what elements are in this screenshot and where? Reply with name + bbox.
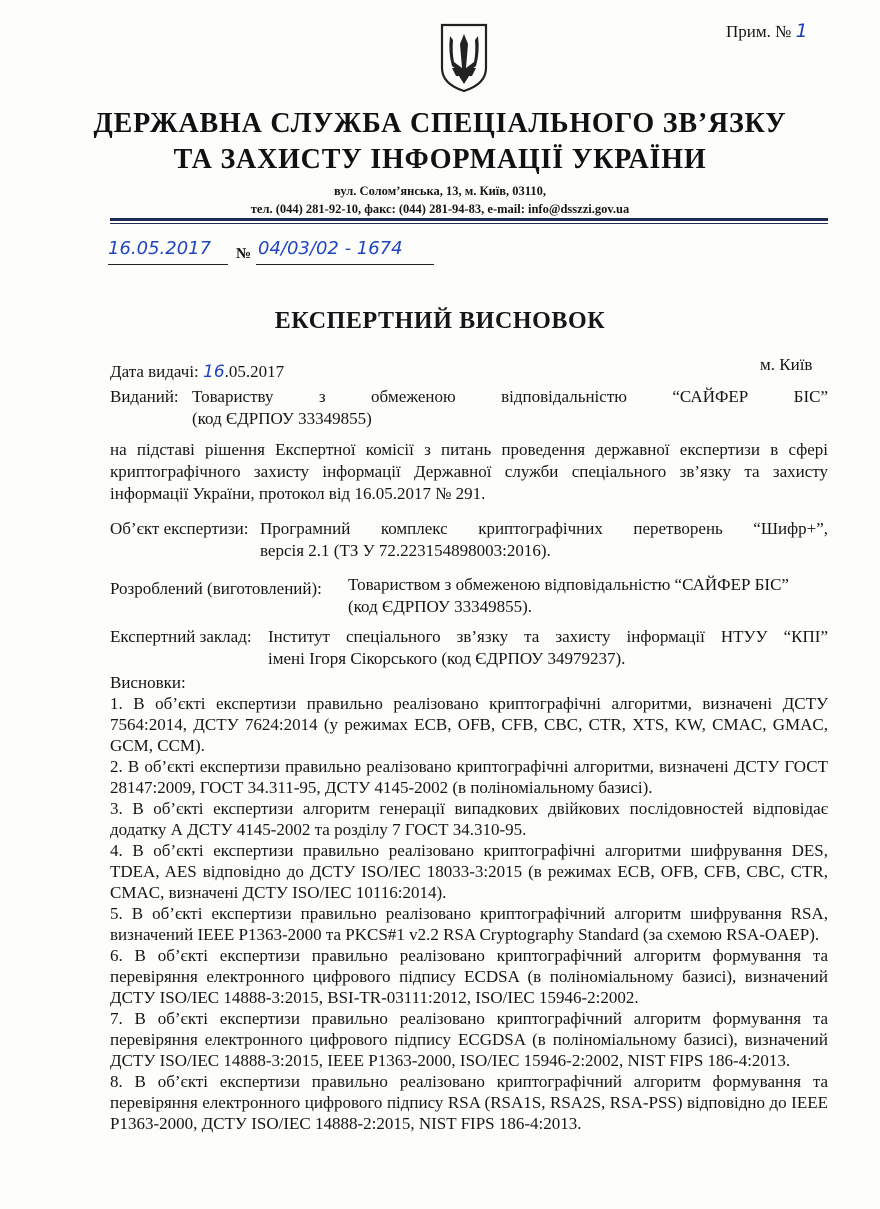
expertise-object-line-2: версія 2.1 (ТЗ У 72.223154898003:2016).: [260, 541, 551, 560]
issue-date: [110, 361, 284, 383]
organization-address: вул. Солом’янська, 13, м. Київ, 03110,: [334, 184, 546, 198]
document-title: ЕКСПЕРТНИЙ ВИСНОВОК: [274, 308, 606, 334]
header-divider-thin: [110, 223, 828, 224]
issued-to-value: [192, 386, 828, 430]
issued-to-line-1: Товариству з обмеженою відповідальністю “САЙФЕР БІС”: [192, 387, 828, 406]
expertise-object-line-1: Програмний комплекс криптографічних перетворень “Шифр+”,: [260, 519, 828, 538]
basis-paragraph: [110, 439, 828, 505]
issue-date-day: 16: [203, 362, 225, 382]
registration-number-sign: №: [236, 246, 252, 262]
expert-institution-line-1: Інститут спеціального зв’язку та захисту інформації НТУУ “КПІ”: [268, 627, 828, 646]
issue-date-label: Дата видачі:: [110, 362, 199, 381]
developer: [110, 574, 828, 620]
appendix-number: 1: [795, 20, 808, 42]
issued-to-label: Виданий:: [110, 387, 179, 406]
developer-line-2: (код ЄДРПОУ 33349855).: [348, 597, 533, 616]
expertise-object-label: Об’єкт експертизи:: [110, 519, 249, 538]
basis-line-3: інформації України, протокол від 16.05.2017 № 291.: [110, 484, 486, 503]
expert-institution-line-2: імені Ігоря Сікорського (код ЄДРПОУ 34979237).: [268, 649, 626, 668]
registration-number-underline: [256, 264, 434, 265]
finding-item: 4. В об’єкті експертизи правильно реалізовано криптографічні алгоритми шифрування DES, TDEA, AES відповідно до ДСТУ ISO/IEC 18033-3:2015 (в режимах ECB, OFB, CFB, CBC, CTR, CMAC, визначені ДСТУ ISO/IEC 10116:2014).: [110, 841, 828, 902]
expertise-object: [110, 518, 828, 564]
finding-item: 5. В об’єкті експертизи правильно реалізовано криптографічний алгоритм шифрування RSA, визначений IEEE P1363-2000 та PKCS#1 v2.2 RSA Cryptography Standard (за схемою RSA-OAEP).: [110, 904, 828, 944]
organization-contacts: [0, 182, 880, 218]
expert-institution-value: [268, 626, 828, 670]
registration-date-underline: [108, 264, 228, 265]
developer-label: Розроблений (виготовлений):: [110, 579, 322, 598]
finding-item: 6. В об’єкті експертизи правильно реалізовано криптографічний алгоритм формування та перевіряння електронного цифрового підпису ECDSA (в поліноміальному базисі), визначений ДСТУ ISO/IEC 14888-3:2015, BSI-TR-03111:2012, ISO/IEC 15946-2:2002.: [110, 946, 828, 1007]
findings-heading: Висновки:: [110, 673, 186, 692]
basis-line-1: на підставі рішення Експертної комісії з питань проведення державної експертизи в сфері: [110, 440, 828, 459]
issued-to-line-2: (код ЄДРПОУ 33349855): [192, 409, 372, 428]
developer-line-1: Товариством з обмеженою відповідальністю “САЙФЕР БІС”: [348, 575, 789, 594]
expert-institution-label: Експертний заклад:: [110, 627, 252, 646]
finding-item: 3. В об’єкті експертизи алгоритм генерації випадкових двійкових послідовностей відповідає додатку А ДСТУ 4145-2002 та розділу 7 ГОСТ 34.310-95.: [110, 799, 828, 839]
header-divider-thick: [110, 218, 828, 221]
issue-city: м. Київ: [760, 355, 813, 374]
appendix-label: Прим. №: [726, 22, 792, 41]
registration-number: 04/03/02 - 1674: [258, 238, 403, 259]
registration-date: 16.05.2017: [108, 238, 212, 259]
organization-name-line-2: ТА ЗАХИСТУ ІНФОРМАЦІЇ УКРАЇНИ: [173, 144, 707, 175]
expertise-object-value: [260, 518, 828, 562]
organization-name-line-1: ДЕРЖАВНА СЛУЖБА СПЕЦІАЛЬНОГО ЗВ’ЯЗКУ: [93, 108, 787, 139]
registration-line: [108, 232, 438, 266]
findings-section: [110, 672, 828, 1134]
appendix-reference: [726, 20, 808, 42]
expert-institution: [110, 626, 828, 672]
finding-item: 8. В об’єкті експертизи правильно реалізовано криптографічний алгоритм формування та перевіряння електронного цифрового підпису RSA (RSA1S, RSA2S, RSA-PSS) відповідно до IEEE P1363-2000, ДСТУ ISO/IEC 14888-2:2015, NIST FIPS 186-4:2013.: [110, 1072, 828, 1133]
developer-value: [348, 574, 828, 618]
basis-line-2: криптографічного захисту інформації Державної служби спеціального зв’язку та захисту: [110, 462, 828, 481]
coat-of-arms-trident-icon: [438, 22, 490, 94]
issue-date-rest: .05.2017: [224, 362, 285, 381]
organization-name: [0, 106, 880, 178]
organization-phone-email: тел. (044) 281-92-10, факс: (044) 281-94-83, e-mail: info@dsszzi.gov.ua: [250, 202, 630, 216]
issued-to: [110, 386, 828, 432]
finding-item: 1. В об’єкті експертизи правильно реалізовано криптографічні алгоритми, визначені ДСТУ 7564:2014, ДСТУ 7624:2014 (у режимах ECB, OFB, CFB, CBC, CTR, XTS, KW, CMAC, GMAC, GCM, CCM).: [110, 694, 828, 755]
finding-item: 7. В об’єкті експертизи правильно реалізовано криптографічний алгоритм формування та перевіряння електронного цифрового підпису ECGDSA (в поліноміальному базисі), визначений ДСТУ ISO/IEC 14888-3:2015, IEEE P1363-2000, ISO/IEC 15946-2:2002, NIST FIPS 186-4:2013.: [110, 1009, 828, 1070]
finding-item: 2. В об’єкті експертизи правильно реалізовано криптографічні алгоритми, визначені ДСТУ ГОСТ 28147:2009, ГОСТ 34.311-95, ДСТУ 4145-2002 (в поліноміальному базисі).: [110, 757, 828, 797]
